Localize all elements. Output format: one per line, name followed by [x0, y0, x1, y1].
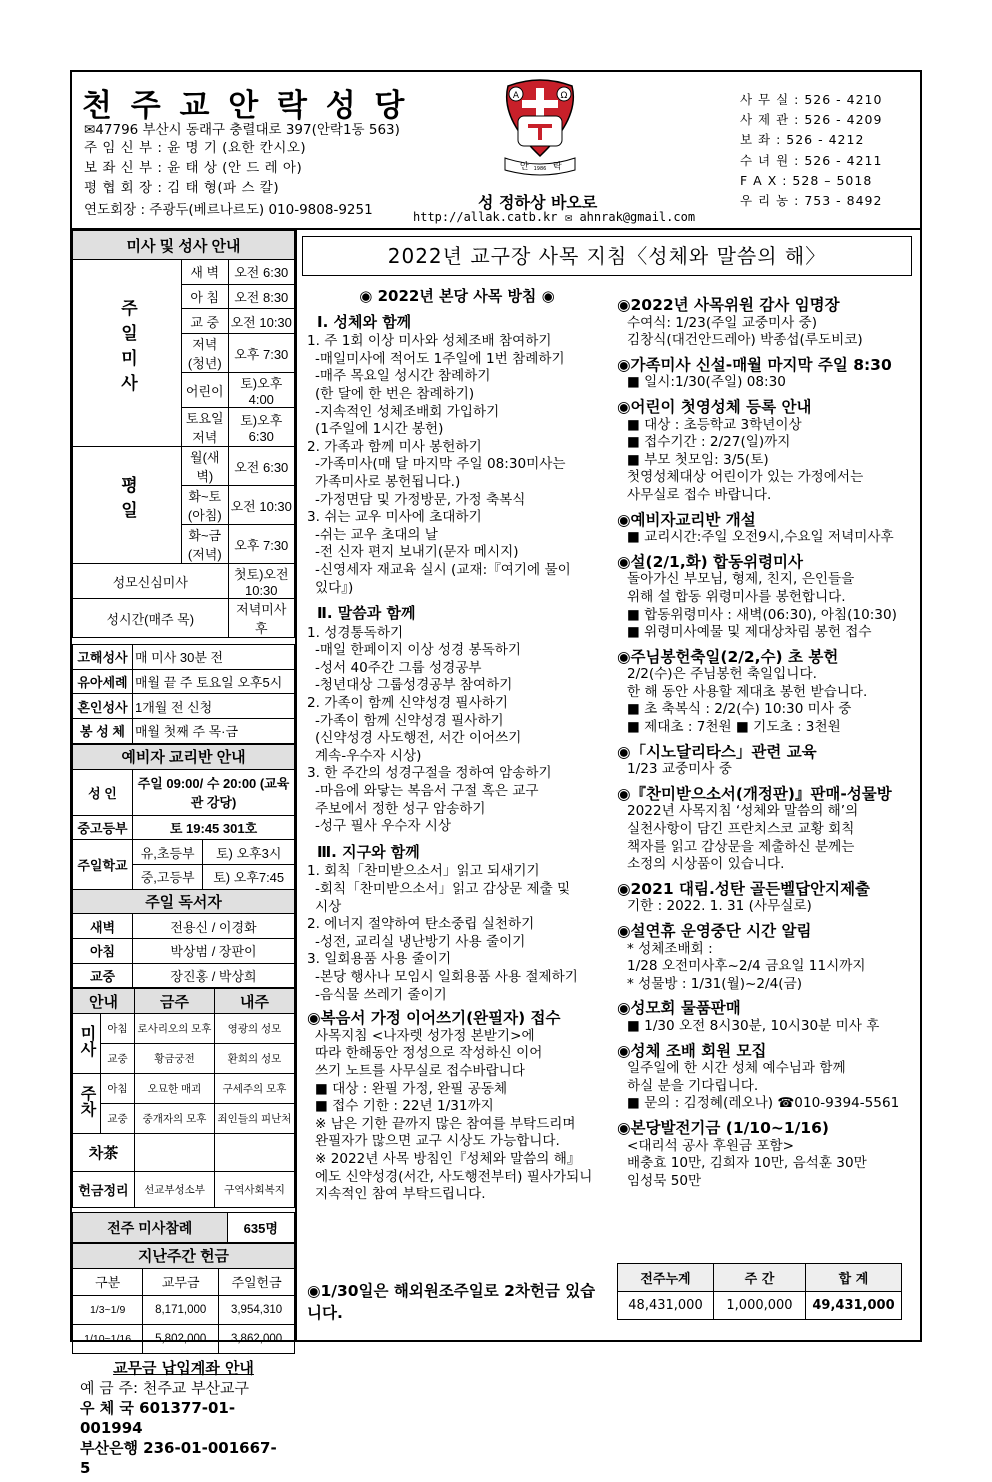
notice-title: ◉설(2/1,화) 합동위령미사: [617, 552, 803, 571]
body-line: -전 신자 편지 보내기(문자 메시지): [315, 544, 519, 561]
notice-line: * 성체조배회 :: [627, 940, 713, 957]
body-line: -음식물 쓰레기 줄이기: [315, 986, 447, 1003]
offering-next-week: 구역사회복지: [215, 1172, 295, 1208]
notice-line: 사무실로 접수 바랍니다.: [627, 486, 772, 503]
weekday-time-label: 화~토(아침): [182, 486, 229, 525]
guide-next-week: 영광의 성모: [215, 1014, 295, 1044]
mass-schedule-table: [72, 230, 295, 638]
phone-office: 사 무 실 : 526 - 4210: [740, 92, 883, 107]
logo-alpha: A: [512, 91, 520, 101]
body-line: 따라 한해동안 정성으로 작성하신 이어: [315, 1045, 543, 1062]
notice-line: 2022년 사목지침 ‘성체와 말씀의 해’의: [627, 803, 859, 820]
notice-item: [617, 1043, 917, 1113]
parish-url[interactable]: http://allak.catb.kr: [413, 210, 558, 224]
body-line: -본당 행사나 모임시 일회용품 사용 절제하기: [315, 968, 578, 985]
section-1-title: Ⅰ. 성체와 함께: [317, 312, 412, 331]
notice-line: 한 해 동안 사용할 제대초 봉헌 받습니다.: [627, 683, 868, 700]
fund-head: 합 계: [806, 1264, 902, 1292]
notice-line: ■ 초 축복식 : 2/2(수) 10:30 미사 중: [627, 701, 852, 718]
reader-names: 전용신 / 이경화: [133, 914, 295, 939]
sunday-time-value: 오전 8:30: [228, 284, 294, 309]
notice-line: ■ 제대초 : 7천원 ■ 기도초 : 3천원: [627, 719, 841, 736]
notice-line: 2/2(수)은 주님봉헌 축일입니다.: [627, 666, 817, 683]
notice-line: ■ 위령미사예물 및 제대상차림 봉헌 접수: [627, 624, 872, 641]
sunday-time-label: 아 침: [182, 284, 229, 309]
left-sidebar: [72, 230, 295, 1482]
notice-title: ◉2022년 사목위원 감사 임명장: [617, 296, 840, 314]
notice-line: 실천사항이 담긴 프란치스코 교황 회칙: [627, 821, 855, 838]
weekday-time-value: 오전 10:30: [228, 486, 294, 525]
extra-label: 성시간(매주 목): [73, 599, 229, 638]
sunday-time-label: 새 벽: [182, 260, 229, 285]
tea-label: 차茶: [73, 1134, 135, 1172]
guide-time: 교중: [101, 1044, 135, 1074]
weekday-label: 평일: [73, 447, 182, 564]
body-line: -쉬는 교우 초대의 날: [315, 526, 438, 543]
attendance-table: [72, 1212, 295, 1243]
reader-mass: 아침: [73, 938, 133, 963]
phone-assistant: 보 좌 : 526 - 4212: [740, 132, 865, 148]
sunday-label: 주일미사: [73, 260, 182, 447]
notice-title: ◉성모회 물품판매: [617, 999, 741, 1018]
notice-title: ◉『찬미받으소서(개정판)』판매-성물방: [617, 784, 892, 803]
account-post: 우 체 국 601377-01-001994: [80, 1398, 236, 1437]
body-line: 3. 쉬는 교우 미사에 초대하기: [307, 509, 482, 526]
extra-value: 저녁미사 후: [228, 599, 294, 638]
notice-title: ◉예비자교리반 개설: [617, 510, 756, 529]
overseas-aid-note: ◉1/30일은 해외원조주일로 2차헌금 있습니다.: [307, 1282, 596, 1322]
fund-week: 1,000,000: [714, 1292, 806, 1320]
extra-value: 첫토)오전 10:30: [228, 564, 294, 599]
guide-head: 내주: [215, 989, 295, 1014]
sunday-time-label: 저녁(청년): [182, 334, 229, 373]
weekday-time-label: 화~금(저녁): [182, 525, 229, 564]
past-period: 1/10~1/16: [73, 1324, 143, 1353]
body-line: 지속적인 참여 부탁드립니다.: [315, 1186, 486, 1203]
guide-this-week: 중개자의 모후: [135, 1104, 215, 1134]
sunday-time-value: 토)오후 6:30: [228, 408, 294, 447]
sunday-time-value: 오전 10:30: [228, 309, 294, 334]
fund-total: 49,431,000: [806, 1292, 902, 1320]
body-line: 2. 에너지 절약하여 탄소중립 실천하기: [307, 916, 535, 933]
body-line: -마음에 와닿는 복음서 구절 혹은 교구: [315, 783, 539, 800]
body-line: 1. 성경통독하기: [307, 624, 404, 641]
catechumen-table: [72, 744, 295, 989]
sunday-time-value: 오전 6:30: [228, 260, 294, 285]
notice-line: <대리석 공사 후원금 포함>: [627, 1137, 795, 1154]
sacrament-table: [72, 644, 295, 744]
past-offering-title: 지난주간 헌금: [73, 1244, 295, 1269]
body-line: (1주일에 1시간 봉헌): [315, 421, 444, 438]
notice-line: 배충효 10만, 김희자 10만, 음석훈 30만: [627, 1155, 867, 1172]
weekday-time-value: 오후 7:30: [228, 525, 294, 564]
phone-list: [740, 90, 882, 211]
catechumen-youth-label: 중고등부: [73, 815, 133, 840]
body-line: (한 달에 한 번은 참례하기): [315, 385, 475, 402]
notices-column: [617, 291, 917, 1197]
gospel-notice-title: ◉복음서 가정 이어쓰기(완필자) 접수: [307, 1009, 561, 1028]
main-title: 2022년 교구장 사목 지침〈성체와 말씀의 해〉: [302, 236, 912, 276]
sunday-school-time: 토) 오후7:45: [203, 864, 295, 889]
notice-title: ◉성체 조배 회원 모집: [617, 1041, 767, 1060]
logo-right-char: 락: [553, 162, 562, 172]
staff-pastor: 주 임 신 부 : 윤 명 기 (요한 칸시오): [84, 140, 307, 156]
notice-line: 김창식(대건안드레아) 박종섭(루도비코): [627, 332, 863, 349]
body-line: (신약성경 사도행전, 서간 이어쓰기: [315, 730, 522, 747]
body-line: -성서 40주간 그룹 성경공부: [315, 659, 482, 676]
notice-line: 하실 분을 기다립니다.: [627, 1077, 759, 1094]
body-line: 에도 신약성경(서간, 사도행전부터) 필사가되니: [315, 1168, 593, 1185]
past-head: 구분: [73, 1268, 143, 1295]
body-line: 1. 주 1회 이상 미사와 성체조배 참여하기: [307, 333, 552, 350]
body-line: 쓰기 노트를 사무실로 접수바랍니다: [315, 1062, 525, 1079]
catechumen-adult-label: 성 인: [73, 769, 133, 815]
notice-item: [617, 297, 917, 350]
notice-line: 소정의 시상품이 있습니다.: [627, 856, 785, 873]
notice-title: ◉본당발전기금 (1/10~1/16): [617, 1118, 829, 1137]
reader-names: 박상범 / 장판이: [133, 938, 295, 963]
notice-line: 돌아가신 부모님, 형제, 친지, 은인들을: [627, 571, 855, 588]
notice-line: * 성물방 : 1/31(월)~2/4(금): [627, 975, 803, 992]
body-line: ■ 대상 : 완필 가정, 완필 공동체: [315, 1080, 508, 1097]
body-line: 3. 한 주간의 성경구절을 정하여 암송하기: [307, 765, 552, 782]
body-line: 3. 일회용품 사용 줄이기: [307, 951, 452, 968]
section-2-body: [307, 625, 607, 836]
catechumen-youth-value: 토 19:45 301호: [133, 815, 295, 840]
body-line: 2. 가족이 함께 신약성경 필사하기: [307, 695, 508, 712]
notice-item: [617, 399, 917, 505]
body-line: -회칙「찬미받으소서」읽고 감상문 제출 및: [315, 881, 571, 897]
catechumen-adult-value: 주일 09:00/ 수 20:00 (교육관 강당): [133, 769, 295, 815]
notice-title: ◉「시노달리타스」관련 교육: [617, 742, 817, 761]
guide-time: 교중: [101, 1104, 135, 1134]
extra-label: 성모신심미사: [73, 564, 229, 599]
past-head: 교무금: [143, 1268, 219, 1295]
guide-head: 안내: [73, 989, 135, 1014]
body-line: ※ 2022년 사목 방침인『성체와 말씀의 해』: [315, 1150, 581, 1167]
notice-line: ■ 접수기간 : 2/27(일)까지: [627, 434, 791, 451]
notice-title: ◉설연휴 운영중단 시간 알림: [617, 922, 812, 940]
notice-line: ■ 일시:1/30(주일) 08:30: [627, 374, 786, 391]
sunday-school-group: 유,초등부: [133, 840, 203, 865]
gospel-notice-body: [307, 1028, 607, 1204]
sunday-school-label: 주일학교: [73, 840, 133, 889]
past-dues: 5,802,000: [143, 1324, 219, 1353]
body-line: 완필자가 많으면 교구 시상도 가능합니다.: [315, 1133, 560, 1150]
past-sunday: 3,954,310: [219, 1295, 295, 1324]
notice-line: 위해 설 합동 위령미사를 봉헌합니다.: [627, 588, 846, 605]
guide-time: 아침: [101, 1074, 135, 1104]
offering-this-week: 선교부성소부: [135, 1172, 215, 1208]
body-line: 가족미사로 봉헌됩니다.): [315, 473, 461, 490]
notice-title: ◉가족미사 신설-매월 마지막 주일 8:30: [617, 355, 892, 374]
notice-item: [617, 554, 917, 642]
reader-names: 장진홍 / 박상희: [133, 963, 295, 988]
sunday-time-label: 토요일저녁: [182, 408, 229, 447]
staff-assistant: 보 좌 신 부 : 윤 태 상 (안 드 레 아): [84, 160, 303, 176]
guide-this-week: 황금궁전: [135, 1044, 215, 1074]
body-line: -가족이 함께 신약성경 필사하기: [315, 712, 504, 729]
catechumen-title: 예비자 교리반 안내: [73, 744, 295, 769]
offering-label: 헌금정리: [73, 1172, 135, 1208]
sacrament-label: 혼인성사: [73, 694, 133, 719]
body-line: 있다』): [315, 579, 354, 596]
body-line: -성전, 교리실 냉난방기 사용 줄이기: [315, 933, 526, 950]
sunday-school-group: 중,고등부: [133, 864, 203, 889]
weekday-time-label: 월(새벽): [182, 447, 229, 486]
body-line: -가족미사(매 달 마지막 주일 08:30미사는: [315, 456, 566, 473]
staff-council: 평 협 회 장 : 김 태 형(파 스 칼): [84, 180, 280, 196]
parish-logo-icon: [500, 78, 580, 178]
guide-next-week: 환희의 성모: [215, 1044, 295, 1074]
notice-title: ◉주님봉헌축일(2/2,수) 초 봉헌: [617, 647, 839, 666]
body-line: 주보에서 정한 성구 암송하기: [315, 800, 486, 817]
sacrament-value: 매월 첫째 주 목·금: [133, 719, 295, 744]
sunday-time-label: 교 중: [182, 309, 229, 334]
sunday-time-value: 토)오후 4:00: [228, 373, 294, 408]
policy-heading: ◉ 2022년 본당 사목 방침 ◉: [359, 287, 555, 305]
past-offering-table: [72, 1243, 295, 1354]
notice-line: 기한 : 2022. 1. 31 (사무실로): [627, 898, 812, 915]
body-line: -지속적인 성체조배회 가입하기: [315, 403, 500, 420]
phone-rectory: 사 제 관 : 526 - 4209: [740, 112, 883, 128]
body-line: -매주 목요일 성시간 참례하기: [315, 368, 491, 385]
account-info: [72, 1354, 295, 1482]
guide-park-label: 주차: [73, 1074, 101, 1134]
sunday-time-value: 오후 7:30: [228, 334, 294, 373]
fund-prev-total: 48,431,000: [618, 1292, 714, 1320]
parish-email[interactable]: ✉ ahnrak@gmail.com: [565, 210, 696, 224]
notice-line: 1/23 교중미사 중: [627, 761, 732, 778]
body-line: 2. 가족과 함께 미사 봉헌하기: [307, 438, 482, 455]
guide-next-week: 구세주의 모후: [215, 1074, 295, 1104]
pastoral-policy: [307, 288, 607, 1204]
guide-head: 금주: [135, 989, 215, 1014]
fund-head: 전주누계: [618, 1264, 714, 1292]
notice-line: 책자를 읽고 감상문을 제출하신 분께는: [627, 838, 855, 855]
notice-item: [617, 1120, 917, 1190]
body-line: -매일미사에 적어도 1주일에 1번 참례하기: [315, 350, 565, 367]
body-line: -매일 한페이지 이상 성경 봉독하기: [315, 642, 522, 659]
readers-title: 주일 독서자: [73, 889, 295, 914]
fund-summary-table: [617, 1263, 902, 1320]
body-line: -신영세자 재교육 실시 (교재:『여기에 물이: [315, 561, 571, 578]
parish-title: 천 주 교 안 락 성 당: [82, 88, 409, 124]
notice-item: [617, 923, 917, 993]
body-line: -청년대상 그룹성경공부 참여하기: [315, 677, 513, 694]
body-line: ※ 남은 기한 끝까지 많은 참여를 부탁드리며: [315, 1115, 576, 1132]
notice-line: ■ 교리시간:주일 오전9시,수요일 저녁미사후: [627, 529, 894, 546]
notice-line: ■ 부모 첫모임: 3/5(토): [627, 451, 769, 468]
reader-mass: 교중: [73, 963, 133, 988]
past-dues: 8,171,000: [143, 1295, 219, 1324]
notice-line: ■ 문의 : 김정혜(레오나) ☎010-9394-5561: [627, 1095, 900, 1112]
past-head: 주일헌금: [219, 1268, 295, 1295]
notice-title: ◉2021 대림.성탄 골든벨답안지제출: [617, 879, 871, 898]
notice-line: 수여식: 1/23(주일 교중미사 중): [627, 314, 817, 331]
column-divider: [295, 230, 297, 1342]
notice-line: 일주일에 한 시간 성체 예수님과 함께: [627, 1060, 846, 1077]
logo-left-char: 안: [520, 162, 529, 172]
sacrament-label: 봉 성 체: [73, 719, 133, 744]
body-line: 1. 회칙「찬미받으소서」읽고 되새기기: [307, 863, 540, 880]
logo-year: 1986: [533, 166, 547, 172]
notice-line: 첫영성체대상 어린이가 있는 가정에서는: [627, 469, 864, 486]
account-bank: 부산은행 236-01-001667-5: [80, 1438, 277, 1477]
body-line: 사목지침 <나자렛 성가정 본받기>에: [315, 1027, 535, 1044]
guide-this-week: 로사리오의 모후: [135, 1014, 215, 1044]
account-holder: 예 금 주: 천주교 부산교구: [80, 1378, 250, 1397]
notice-line: ■ 합동위령미사 : 새벽(06:30), 아침(10:30): [627, 606, 897, 623]
guide-time: 아침: [101, 1014, 135, 1044]
account-title: 교무금 납입계좌 안내: [113, 1358, 254, 1377]
notice-item: [617, 357, 917, 392]
notice-item: [617, 649, 917, 737]
body-line: -가정면담 및 가정방문, 가정 축복식: [315, 491, 526, 508]
sacrament-value: 1개월 전 신청: [133, 694, 295, 719]
phone-fax: F A X : 528 – 5018: [740, 172, 873, 188]
logo-omega: Ω: [560, 91, 568, 101]
notice-line: ■ 대상 : 초등학교 3학년이상: [627, 416, 802, 433]
phone-convent: 수 녀 원 : 526 - 4211: [740, 152, 883, 168]
parish-address: ✉47796 부산시 동래구 충렬대로 397(안락1동 563): [84, 122, 400, 138]
fund-head: 주 간: [714, 1264, 806, 1292]
body-line: ■ 접수 기한 : 22년 1/31까지: [315, 1098, 494, 1115]
sacrament-value: 매 미사 30분 전: [133, 645, 295, 670]
attendance-label: 전주 미사참례: [73, 1213, 228, 1243]
section-3-body: [307, 863, 607, 1004]
notice-title: ◉어린이 첫영성체 등록 안내: [617, 397, 812, 416]
sacrament-label: 유아세례: [73, 669, 133, 694]
guide-next-week: 죄인들의 피난처: [215, 1104, 295, 1134]
sunday-school-time: 토) 오후3시: [203, 840, 295, 865]
notice-item: [617, 786, 917, 874]
section-2-title: Ⅱ. 말씀과 함께: [317, 604, 416, 623]
notice-item: [617, 512, 917, 547]
sacrament-value: 매월 끝 주 토요일 오후5시: [133, 669, 295, 694]
guide-this-week: 오묘한 매괴: [135, 1074, 215, 1104]
body-line: -성구 필사 우수자 시상: [315, 818, 452, 835]
past-period: 1/3~1/9: [73, 1295, 143, 1324]
guide-mass-label: 미사: [73, 1014, 101, 1074]
weekday-time-value: 오전 6:30: [228, 447, 294, 486]
notice-line: ■ 1/30 오전 8시30분, 10시30분 미사 후: [627, 1017, 880, 1034]
phone-urinong: 우 리 농 : 753 - 8492: [740, 193, 883, 209]
guide-table: [72, 988, 295, 1208]
section-1-body: [307, 333, 607, 597]
notice-item: [617, 744, 917, 779]
past-sunday: 3,862,000: [219, 1324, 295, 1353]
mass-title: 미사 및 성사 안내: [73, 231, 295, 260]
notice-line: 1/28 오전미사후~2/4 금요일 11시까지: [627, 958, 866, 975]
section-3-title: Ⅲ. 지구와 함께: [317, 842, 420, 861]
sacrament-label: 고해성사: [73, 645, 133, 670]
staff-yeondo: 연도회장 : 주광두(베르나르도) 010-9808-9251: [84, 202, 373, 218]
body-line: 시상: [315, 898, 342, 915]
notice-item: [617, 881, 917, 916]
attendance-value: 635명: [227, 1213, 294, 1243]
sunday-time-label: 어린이: [182, 373, 229, 408]
notice-line: 임성묵 50만: [627, 1172, 702, 1189]
notice-item: [617, 1000, 917, 1035]
logo-caption: 성 정하상 바오로: [478, 193, 598, 212]
reader-mass: 새벽: [73, 914, 133, 939]
body-line: 계속-우수자 시상): [315, 747, 422, 764]
